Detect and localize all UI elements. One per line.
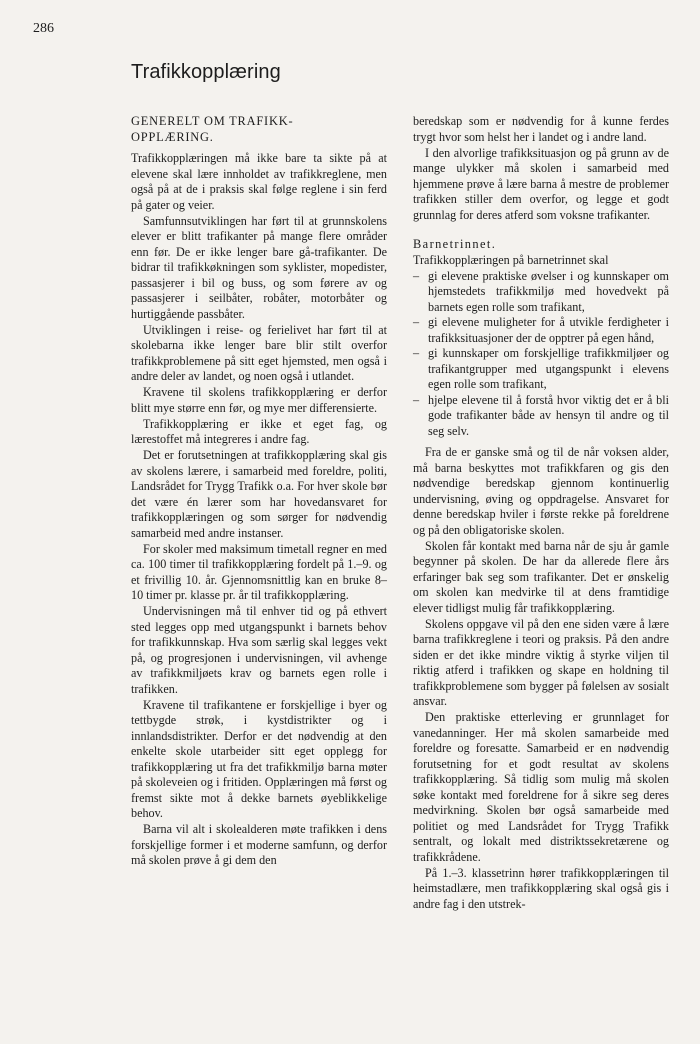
paragraph: I den alvorlige trafikksituasjon og på grunn av de mange ulykker må skolen i samarbeid med hjemmene prøve å lære barna å mestre de problemer trafikken stiller dem overfor, og legge et godt grunnlag for deres atferd som voksne trafikanter. — [413, 145, 669, 222]
list-item: – gi elevene praktiske øvelser i og kunnskaper om hjemstedets trafikkmiljø med hovedvekt på barnets egen rolle som trafikant, — [413, 269, 669, 316]
paragraph: Den praktiske etterleving er grunnlaget for vanedanninger. Her må skolen samarbeide med foreldre og foresatte. Samarbeid er en nødvendig forutsetning for et godt resultat av skolens trafikkopplæring. Så tidlig som mulig må skolen søke kontakt med foreldrene for å sikre seg deres medvirkning. Skolen bør også samarbeide med politiet og med Landsrådet for Trygg Trafikk sentralt, og lokalt med distriktssekretærene og trafikkrådene. — [413, 710, 669, 864]
paragraph: Trafikkopplæringen må ikke bare ta sikte på at elevene skal lære innholdet av trafikkreglene, men også på at de i praksis skal følge reglene i sin ferd på gater og veier. — [131, 151, 387, 212]
paragraph: Trafikkopplæring er ikke et eget fag, og lærestoffet må integreres i andre fag. — [131, 416, 387, 446]
section-heading-line2: OPPLÆRING. — [131, 129, 214, 144]
left-column — [131, 114, 387, 869]
chapter-title: Trafikkopplæring — [131, 61, 281, 83]
list-item: – gi kunnskaper om forskjellige trafikkmiljøer og trafikantgrupper med utgangspunkt i elevens egen rolle som trafikant, — [413, 346, 669, 393]
paragraph: Samfunnsutviklingen har ført til at grunnskolens elever er blitt trafikanter på mange flere områder enn før. De er ikke lenger bare gå-trafikanter. De bidrar til trafikkøkningen som syklister, mopedister, passasjerer i bil og buss, og som førere av og passasjerer i seilbåter, robåter, motorbåter og hurtiggående passbåter. — [131, 213, 387, 321]
paragraph: Undervisningen må til enhver tid og på ethvert sted legges opp med utgangspunkt i barnets behov for trafikkunnskap. Hva som særlig skal legges vekt på, og progresjonen i undervisningen, vil avhenge av trafikkmiljøets krav og barnets egen rolle i trafikken. — [131, 604, 387, 696]
paragraph: Skolen får kontakt med barna når de sju år gamle begynner på skolen. De har da allerede flere års erfaringer bak seg som trafikanter. Det er ønskelig om skolen kan medvirke til at dens framtidige elever tidligst mulig får trafikkopplæring. — [413, 538, 669, 615]
paragraph: Skolens oppgave vil på den ene siden være å lære barna trafikkreglene i teori og praksis. På den andre siden er det ikke mindre viktig å styrke viljen til riktig atferd i trafikken og skape en holdning til trafikkproblemene som bygger på følelsen av sosialt ansvar. — [413, 616, 669, 708]
paragraph: Barna vil alt i skolealderen møte trafikken i dens forskjellige former i et moderne samfunn, og derfor må skolen prøve å gi dem den — [131, 822, 387, 867]
section-heading-line1: GENERELT OM TRAFIKK- — [131, 114, 294, 128]
paragraph: Fra de er ganske små og til de når voksen alder, må barna beskyttes mot trafikkfaren og gis den nødvendige beredskap gjennom kontinuerlig undervisning, øving og oppdragelse. Ansvaret for denne beredskap hviler i første rekke på foreldrene og på den obligatoriske skolen. — [413, 445, 669, 537]
sub-heading: Barnetrinnet. — [413, 237, 497, 251]
list-item: – gi elevene muligheter for å utvikle ferdigheter i trafikksituasjoner der de opptrer på egen hånd, — [413, 315, 669, 346]
paragraph: Kravene til skolens trafikkopplæring er derfor blitt mye større enn før, og mye mer differensierte. — [131, 385, 387, 415]
paragraph: Kravene til trafikantene er forskjellige i byer og tettbygde strøk, i kystdistrikter og i innlandsdistrikter. Derfor er det nødvendig at den enkelte skole utarbeider sitt eget opplegg for trafikkopplæring ut fra det trafikkmiljø barna møter på skoleveien og i fritiden. Opplæringen må først og fremst sikte mot å dekke barnets øyeblikkelige behov. — [131, 697, 387, 820]
paragraph: På 1.–3. klassetrinn hører trafikkopplæringen til heimstadlære, men trafikkopplæring skal også gis i andre fag i den utstrek- — [413, 865, 669, 911]
paragraph: For skoler med maksimum timetall regner en med ca. 100 timer til trafikkopplæring fordelt på 1.–9. og et frivillig 10. år. Gjennomsnittlig kan en bruke 8–10 timer pr. klasse pr. år til trafikkopplæring. — [131, 541, 387, 602]
list-intro: Trafikkopplæringen på barnetrinnet skal — [413, 252, 609, 267]
paragraph: Det er forutsetningen at trafikkopplæring skal gis av skolens lærere, i samarbeid med foreldre, politi, Landsrådet for Trygg Trafikk o.a. For hver skole bør det være én lærer som har hovedansvaret for trafikkopplæringen og som sørger for nødvendig samarbeid med andre instanser. — [131, 448, 387, 540]
section-heading — [131, 114, 387, 145]
page-number: 286 — [33, 21, 54, 36]
list-item: – hjelpe elevene til å forstå hvor viktig det er å bli gode trafikanter både av hensyn til andre og til seg selv. — [413, 393, 669, 440]
paragraph: beredskap som er nødvendig for å kunne ferdes trygt hvor som helst her i landet og i andre land. — [413, 114, 669, 144]
paragraph: Utviklingen i reise- og ferielivet har ført til at skolebarna ikke lenger bare blir stilt overfor trafikkproblemene på sitt eget hjemsted, men også i andre deler av landet, og noen også i utlandet. — [131, 322, 387, 383]
goal-list — [413, 269, 669, 440]
right-column — [413, 114, 669, 913]
